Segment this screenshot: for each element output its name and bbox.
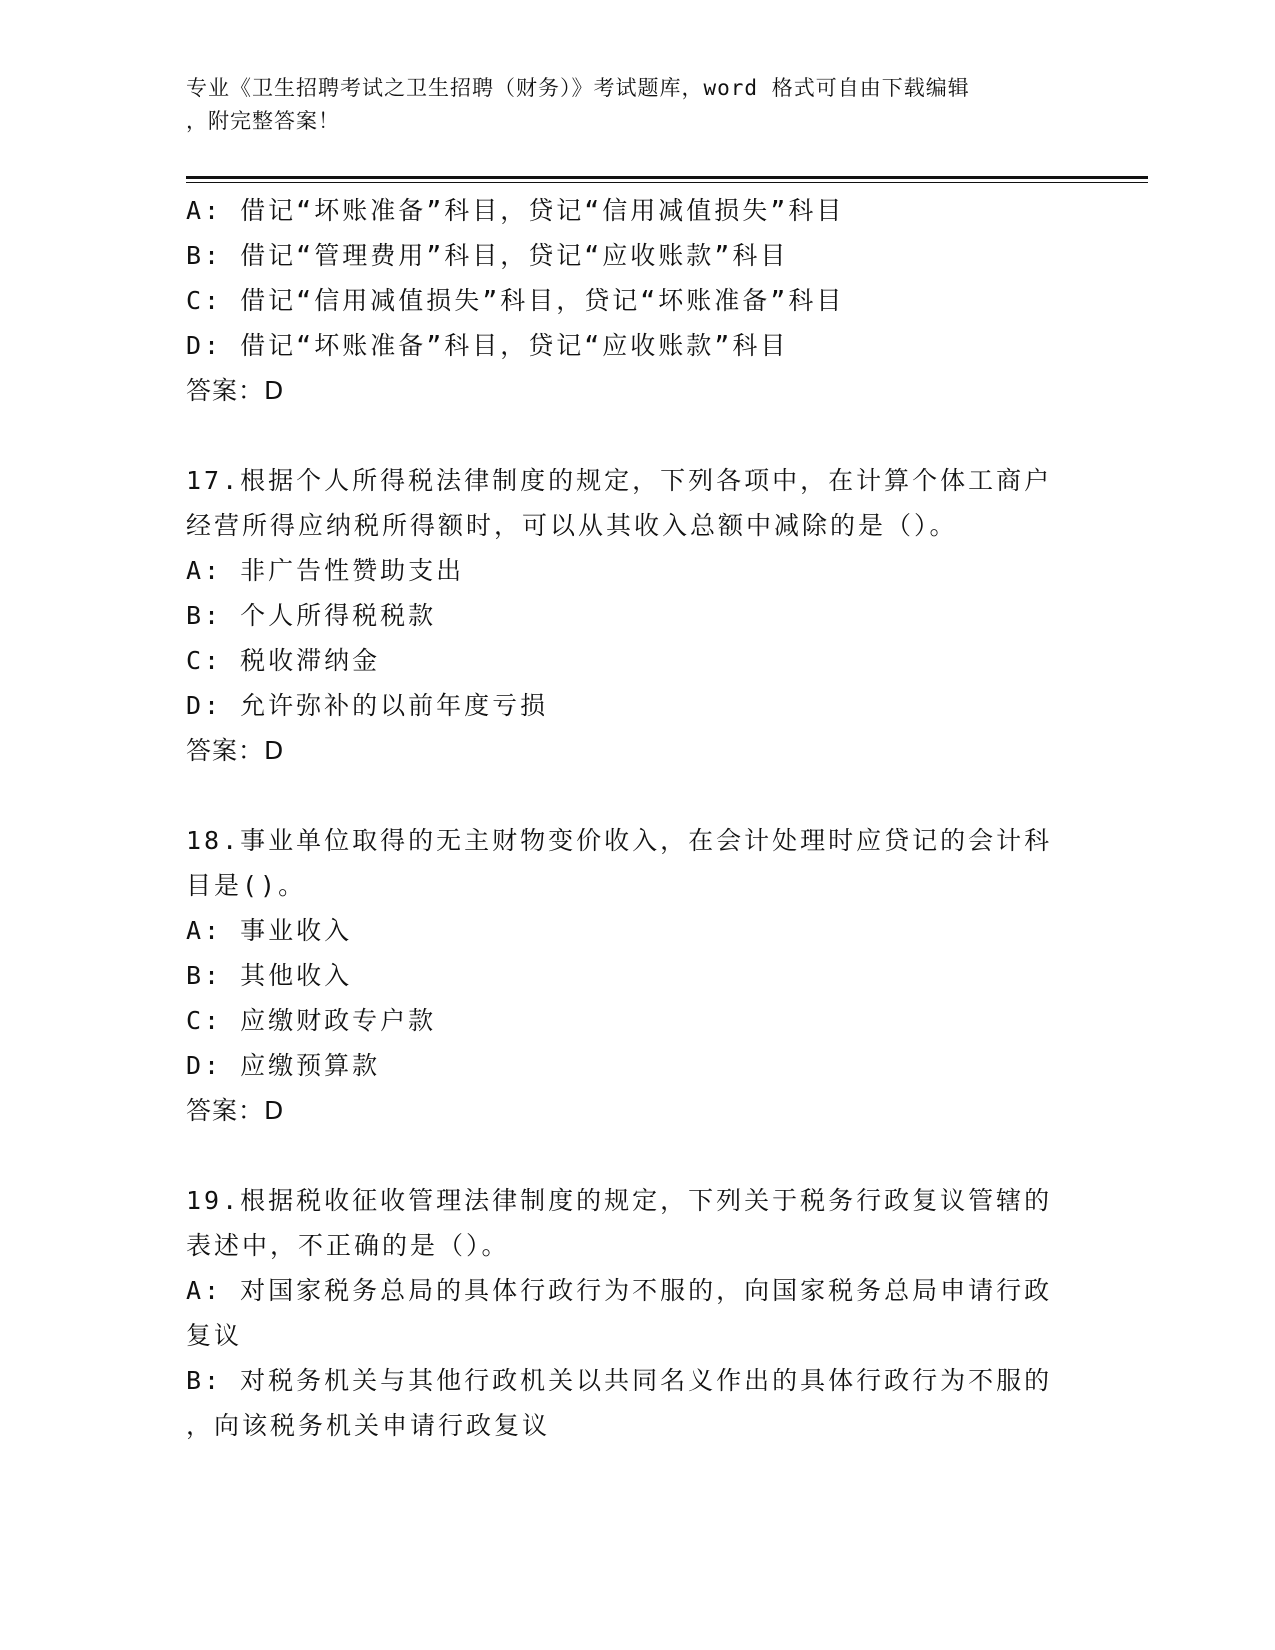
option-a: A: 事业收入 (186, 916, 353, 945)
option-b: B: 其他收入 (186, 961, 353, 990)
header-title-line2: ，附完整答案！ (186, 109, 340, 133)
question-spacer (186, 413, 1086, 458)
option-a-line1: A: 对国家税务总局的具体行政行为不服的，向国家税务总局申请行政 (186, 1276, 1053, 1305)
option-c: C: 应缴财政专户款 (186, 1006, 437, 1035)
document-header (186, 72, 1066, 138)
option-d: D: 借记“坏账准备”科目，贷记“应收账款”科目 (186, 331, 789, 360)
answer-line: 答案：D (186, 376, 285, 405)
option-d: D: 允许弥补的以前年度亏损 (186, 691, 549, 720)
question-stem-line1: 18.事业单位取得的无主财物变价收入，在会计处理时应贷记的会计科 (186, 826, 1053, 855)
option-b-line1: B: 对税务机关与其他行政机关以共同名义作出的具体行政行为不服的 (186, 1366, 1053, 1395)
question-stem-line2: 目是()。 (186, 871, 307, 900)
question-spacer (186, 1133, 1086, 1178)
option-b-line2: ，向该税务机关申请行政复议 (186, 1411, 551, 1440)
option-a: A: 借记“坏账准备”科目，贷记“信用减值损失”科目 (186, 196, 845, 225)
header-divider-thin (186, 182, 1148, 183)
question-stem-line1: 19.根据税收征收管理法律制度的规定，下列关于税务行政复议管辖的 (186, 1186, 1053, 1215)
question-stem-line2: 表述中，不正确的是（）。 (186, 1231, 510, 1260)
question-list (186, 188, 1086, 1448)
option-c: C: 借记“信用减值损失”科目，贷记“坏账准备”科目 (186, 286, 845, 315)
option-d: D: 应缴预算款 (186, 1051, 381, 1080)
option-a-line2: 复议 (186, 1321, 243, 1350)
header-divider-thick (186, 176, 1148, 179)
option-a: A: 非广告性赞助支出 (186, 556, 465, 585)
option-b: B: 借记“管理费用”科目，贷记“应收账款”科目 (186, 241, 789, 270)
question-17 (186, 458, 1086, 773)
question-16 (186, 188, 1086, 413)
option-c: C: 税收滞纳金 (186, 646, 381, 675)
question-19 (186, 1178, 1086, 1448)
option-b: B: 个人所得税税款 (186, 601, 437, 630)
answer-line: 答案：D (186, 736, 285, 765)
answer-line: 答案：D (186, 1096, 285, 1125)
question-stem-line1: 17.根据个人所得税法律制度的规定，下列各项中，在计算个体工商户 (186, 466, 1053, 495)
question-stem-line2: 经营所得应纳税所得额时，可以从其收入总额中减除的是（）。 (186, 511, 958, 540)
question-spacer (186, 773, 1086, 818)
question-18 (186, 818, 1086, 1133)
header-title-line1: 专业《卫生招聘考试之卫生招聘（财务）》考试题库，word 格式可自由下载编辑 (186, 76, 970, 100)
